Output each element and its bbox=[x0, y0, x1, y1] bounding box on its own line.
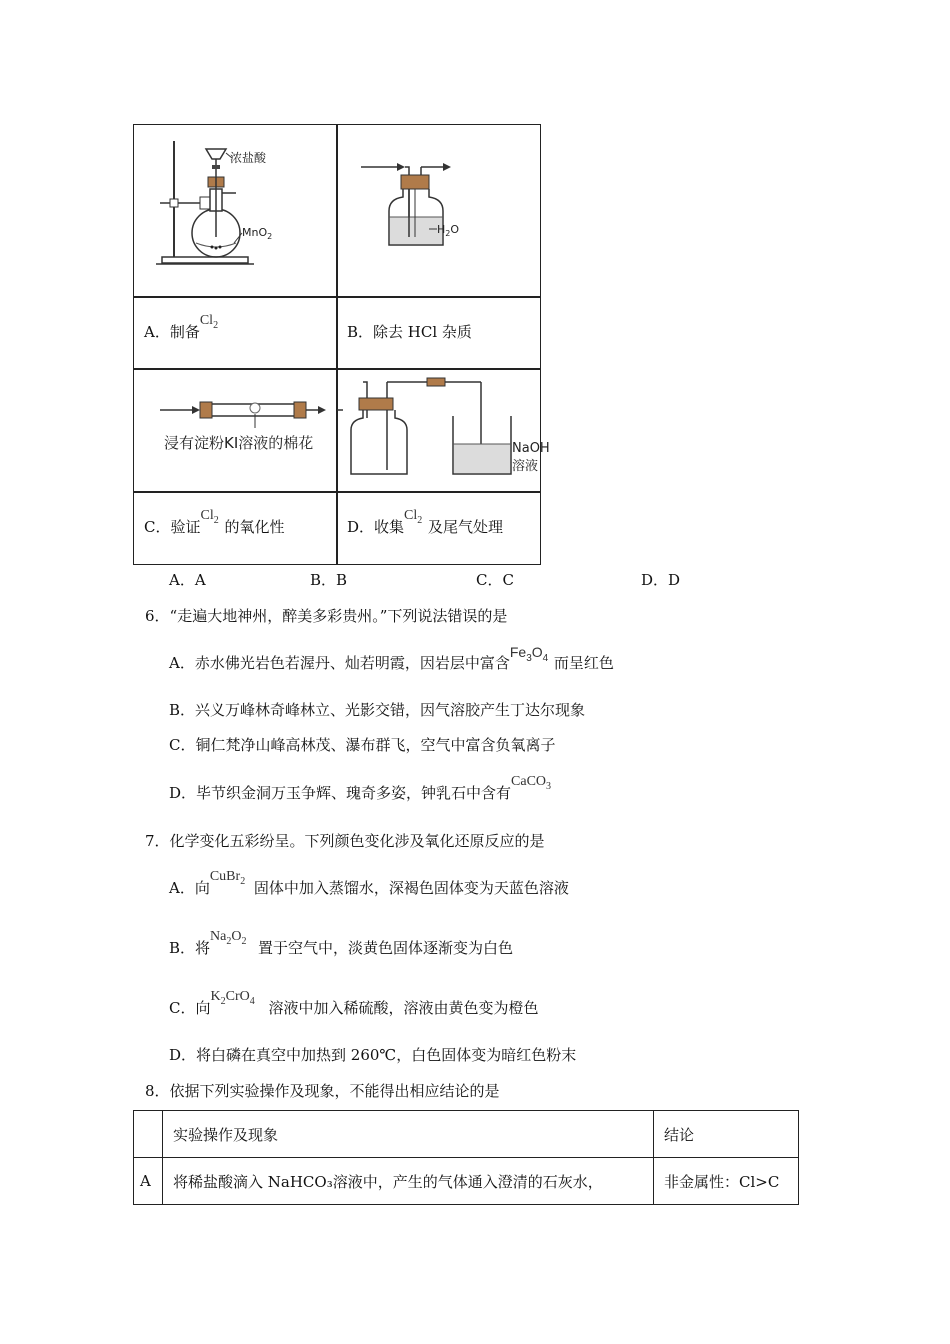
solution-label: 溶液 bbox=[512, 459, 539, 474]
option-b-text: B．除去 HCl 杂质 bbox=[347, 323, 472, 341]
q6-option-b[interactable]: B．兴义万峰林奇峰林立、光影交错，因气溶胶产生丁达尔现象 bbox=[169, 701, 586, 719]
table-header-cell: 实验操作及现象 bbox=[163, 1111, 654, 1158]
cell-b-caption bbox=[336, 296, 541, 369]
cell-c-image bbox=[133, 369, 338, 493]
table-cell: 非金属性：Cl>C bbox=[654, 1158, 799, 1205]
apparatus-table bbox=[133, 124, 550, 565]
collection-and-absorption-diagram bbox=[337, 370, 557, 492]
gas-washing-bottle-diagram bbox=[337, 125, 541, 297]
q7-option-d[interactable]: D．将白磷在真空中加热到 260℃，白色固体变为暗红色粉末 bbox=[169, 1046, 577, 1064]
q7-option-a[interactable]: A．向 CuBr$_2$ 固体中加入蒸馏水，深褐色固体变为天蓝色溶液 bbox=[169, 869, 569, 897]
na2o2-formula: $Na_2O_2$ bbox=[210, 929, 247, 947]
cell-c-caption: C．验证 $Cl_2$ 的氧化性 bbox=[133, 491, 338, 565]
q7-option-b[interactable]: B．将 $Na_2O_2$ 置于空气中，淡黄色固体逐渐变为白色 bbox=[169, 929, 514, 957]
q5-choice-b[interactable]: B．B bbox=[310, 571, 348, 589]
q6-option-c[interactable]: C．铜仁梵净山峰高林茂、瀑布群飞，空气中富含负氧离子 bbox=[169, 736, 556, 754]
cubr2-formula: CuBr$_2$ bbox=[209, 869, 246, 887]
q8-stem: 8．依据下列实验操作及现象，不能得出相应结论的是 bbox=[145, 1082, 500, 1100]
chlorine-generator-diagram bbox=[134, 125, 338, 297]
q5-choice-a[interactable]: A．A bbox=[169, 571, 206, 589]
q5-choice-d[interactable]: D．D bbox=[641, 571, 681, 589]
option-d-text: D．收集 bbox=[347, 518, 405, 536]
k2cro4-formula: $K_2CrO_4$ bbox=[210, 989, 255, 1007]
cotton-tube-diagram bbox=[134, 370, 338, 492]
cell-d-image bbox=[336, 369, 550, 493]
q6-option-a[interactable]: A．赤水佛光岩色若渥丹、灿若明霞，因岩层中富含 $Fe_3O_4$ 而呈红色 bbox=[169, 644, 614, 672]
water-label: $H_2O$ bbox=[437, 223, 460, 238]
cell-b-image bbox=[336, 124, 541, 298]
cl2-formula: $Cl_2$ bbox=[404, 508, 423, 526]
q5-choice-c[interactable]: C．C bbox=[476, 571, 514, 589]
cl2-formula: $Cl_2$ bbox=[199, 313, 219, 331]
q8-table bbox=[133, 1110, 799, 1205]
cell-a-image bbox=[133, 124, 338, 298]
q7-option-c[interactable]: C．向 $K_2CrO_4$ 溶液中加入稀硫酸，溶液由黄色变为橙色 bbox=[169, 989, 539, 1017]
mno2-label: MnO$_2$ bbox=[242, 226, 273, 241]
q6-stem: 6．“走遍大地神州，醉美多彩贵州。”下列说法错误的是 bbox=[145, 607, 508, 625]
table-header-row bbox=[134, 1111, 799, 1158]
caco3-formula: CaCO$_3$ bbox=[511, 774, 552, 792]
q7-stem: 7．化学变化五彩纷呈。下列颜色变化涉及氧化还原反应的是 bbox=[145, 832, 545, 850]
table-cell: A bbox=[134, 1158, 163, 1205]
fe3o4-formula: $Fe_3O_4$ bbox=[509, 644, 549, 664]
table-header-cell: 结论 bbox=[654, 1111, 799, 1158]
cotton-label: 浸有淀粉KI溶液的棉花 bbox=[164, 434, 314, 452]
option-a-text: A．制备 bbox=[144, 323, 200, 341]
table-header-cell bbox=[134, 1111, 163, 1158]
q6-option-d[interactable]: D．毕节织金洞万玉争辉、瑰奇多姿，钟乳石中含有 CaCO$_3$ bbox=[169, 774, 552, 802]
cell-a-caption bbox=[133, 296, 338, 369]
naoh-label: NaOH bbox=[512, 441, 550, 456]
table-cell: 将稀盐酸滴入 NaHCO₃溶液中，产生的气体通入澄清的石灰水， bbox=[163, 1158, 654, 1205]
cl2-formula: $Cl_2$ bbox=[200, 508, 219, 526]
conc-hcl-label: 浓盐酸 bbox=[230, 151, 267, 165]
option-c-text: C．验证 bbox=[144, 518, 201, 536]
table-row bbox=[134, 1158, 799, 1205]
cell-d-caption: D．收集 $Cl_2$ 及尾气处理 bbox=[336, 491, 541, 565]
